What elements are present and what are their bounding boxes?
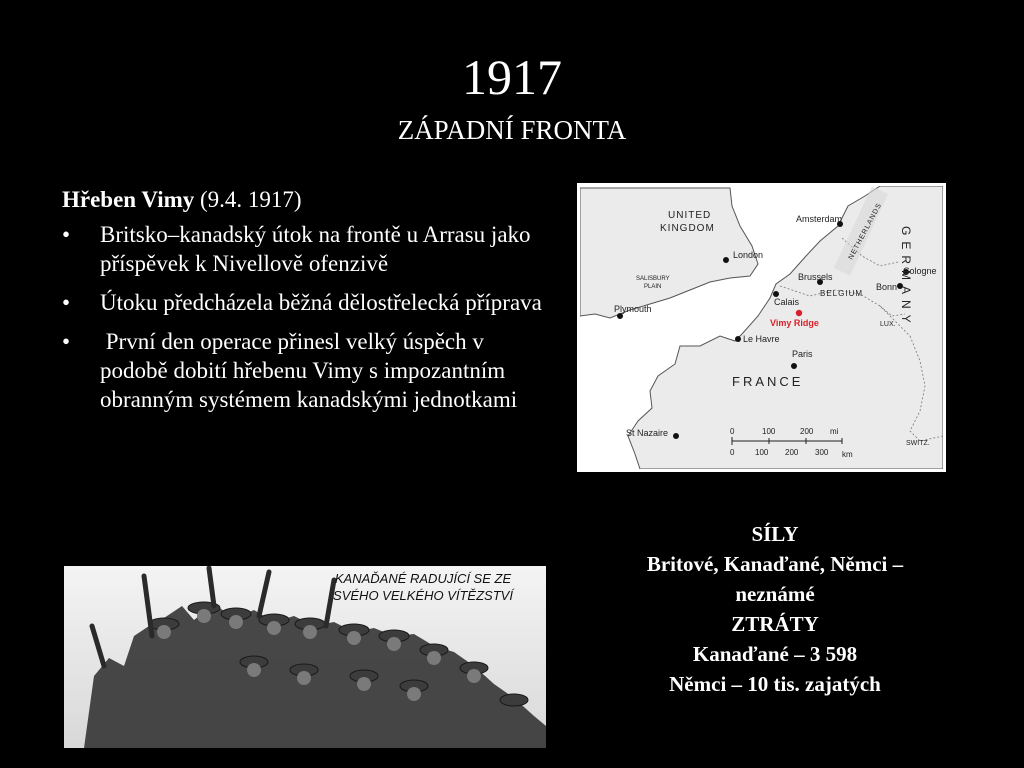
vimy-ridge-marker [796, 310, 802, 316]
scale-km-200: 200 [785, 448, 799, 457]
bullet-item [62, 220, 542, 278]
label-brussels: Brussels [798, 272, 833, 282]
bullet-icon: • [62, 222, 71, 247]
label-amsterdam: Amsterdam [796, 214, 843, 224]
label-cologne: Cologne [903, 266, 937, 276]
scale-mi-unit: mi [830, 427, 839, 436]
stats-panel [605, 519, 945, 699]
photo-caption: KANAĎANÉ RADUJÍCÍ SE ZE SVÉHO VELKÉHO VÍTĚZSTVÍ [333, 571, 513, 603]
scale-mi-0: 0 [730, 427, 735, 436]
label-le-havre: Le Havre [743, 334, 780, 344]
slide-title: 1917 [462, 49, 562, 105]
bullet-text: Britsko–kanadský útok na frontě u Arrasu jako příspěvek k Nivellově ofenzivě [100, 222, 531, 276]
text-panel [62, 185, 542, 424]
label-germany: GERMANY [899, 226, 913, 329]
bullet-list [62, 220, 542, 414]
losses-germany: Němci – 10 tis. zajatých [669, 672, 881, 696]
label-salisbury-1: SALISBURY [636, 276, 670, 282]
label-vimy-ridge: Vimy Ridge [770, 318, 819, 328]
forces-line-2: neznámé [735, 582, 815, 606]
scale-mi-200: 200 [800, 427, 814, 436]
losses-canada: Kanaďané – 3 598 [692, 642, 858, 666]
scale-km-0: 0 [730, 448, 735, 457]
losses-title: ZTRÁTY [731, 612, 819, 636]
bullet-icon: • [62, 329, 71, 354]
label-calais: Calais [774, 297, 800, 307]
label-france: FRANCE [732, 374, 804, 389]
scale-km-100: 100 [755, 448, 769, 457]
slide-subtitle: ZÁPADNÍ FRONTA [397, 115, 627, 145]
label-belgium: BELGIUM [820, 289, 864, 298]
soldiers-photo [64, 566, 546, 748]
label-switzerland: SWITZ. [906, 440, 930, 447]
section-heading [62, 185, 542, 214]
bullet-text: Útoku předcházela běžná dělostřelecká příprava [100, 290, 542, 315]
forces-title: SÍLY [751, 522, 799, 546]
label-paris: Paris [792, 349, 813, 359]
heading-date: (9.4. 1917) [200, 187, 302, 212]
forces-line-1: Britové, Kanaďané, Němci – [646, 552, 904, 576]
scale-mi-100: 100 [762, 427, 776, 436]
bullet-item [62, 327, 542, 414]
heading-title: Hřeben Vimy [62, 187, 195, 212]
label-london: London [733, 250, 764, 260]
label-bonn: Bonn [876, 282, 898, 292]
label-st-nazaire: St Nazaire [626, 428, 669, 438]
bullet-text: První den operace přinesl velký úspěch v podobě dobití hřebenu Vimy s impozantním obranným systémem kanadskými jednotkami [100, 329, 518, 412]
label-plymouth: Plymouth [614, 304, 652, 314]
scale-km-unit: km [842, 450, 853, 459]
label-uk-1: UNITED [668, 210, 712, 221]
label-uk-2: KINGDOM [660, 223, 715, 234]
label-netherlands: NETHERLANDS [847, 201, 884, 261]
label-salisbury-2: PLAIN [644, 284, 662, 290]
bullet-icon: • [62, 290, 71, 315]
map-image [577, 183, 946, 472]
scale-km-300: 300 [815, 448, 829, 457]
label-lux: LUX. [880, 321, 896, 328]
bullet-item [62, 288, 542, 317]
